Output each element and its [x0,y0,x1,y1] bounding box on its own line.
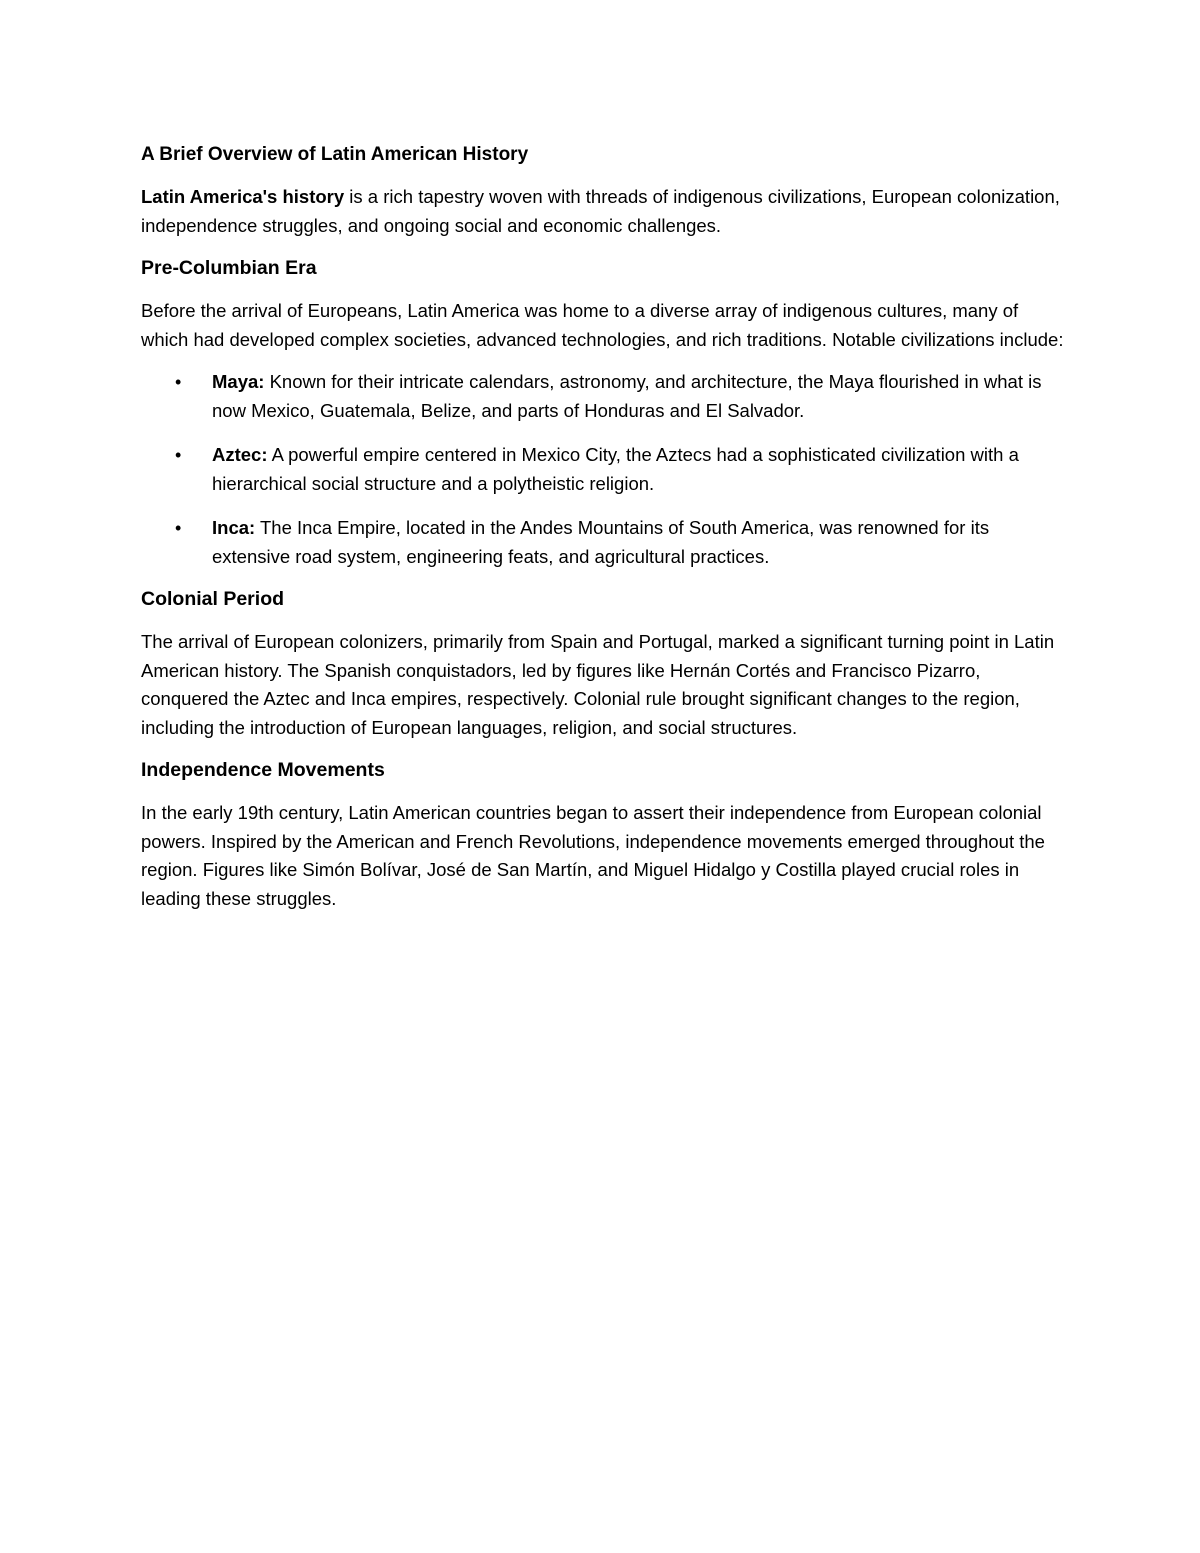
list-item-text: Known for their intricate calendars, astronomy, and architecture, the Maya flourished in what is now Mexico, Guatemala, Belize, and parts of Honduras and El Salvador. [212,371,1042,421]
section-heading-independence: Independence Movements [141,759,385,781]
section-paragraph-pre-columbian: Before the arrival of Europeans, Latin America was home to a diverse array of indigenous cultures, many of which had developed complex societies, advanced technologies, and rich traditions. Notable civilizations include: [141,300,1064,350]
section-paragraph-independence: In the early 19th century, Latin American countries began to assert their independence from European colonial powers. Inspired by the American and French Revolutions, independence movements emerged throughout the region. Figures like Simón Bolívar, José de San Martín, and Miguel Hidalgo y Costilla played crucial roles in leading these struggles. [141,802,1045,909]
section-heading-pre-columbian: Pre-Columbian Era [141,257,317,279]
list-item-inca [141,514,1066,571]
section-heading-colonial: Colonial Period [141,588,285,610]
list-item-term: Aztec: [212,444,268,465]
bullet-icon: • [175,372,182,392]
list-item-aztec [141,441,1066,498]
intro-lead: Latin America's history [141,186,345,207]
list-item-text: A powerful empire centered in Mexico City, the Aztecs had a sophisticated civilization with a hierarchical social structure and a polytheistic religion. [212,444,1019,494]
intro-text: is a rich tapestry woven with threads of indigenous civilizations, European colonization, independence struggles, and ongoing social and economic challenges. [141,186,1060,236]
list-item-maya [141,368,1066,425]
document-page [141,142,1066,927]
intro-paragraph [141,183,1066,240]
document-title: A Brief Overview of Latin American History [141,144,529,165]
list-item-term: Inca: [212,517,256,538]
list-item-term: Maya: [212,371,265,392]
bullet-icon: • [175,518,182,538]
civilizations-list [141,368,1066,571]
section-paragraph-colonial: The arrival of European colonizers, primarily from Spain and Portugal, marked a significant turning point in Latin American history. The Spanish conquistadors, led by figures like Hernán Cortés and Francisco Pizarro, conquered the Aztec and Inca empires, respectively. Colonial rule brought significant changes to the region, including the introduction of European languages, religion, and social structures. [141,631,1055,738]
bullet-icon: • [175,445,182,465]
list-item-text: The Inca Empire, located in the Andes Mountains of South America, was renowned for its extensive road system, engineering feats, and agricultural practices. [212,517,990,567]
